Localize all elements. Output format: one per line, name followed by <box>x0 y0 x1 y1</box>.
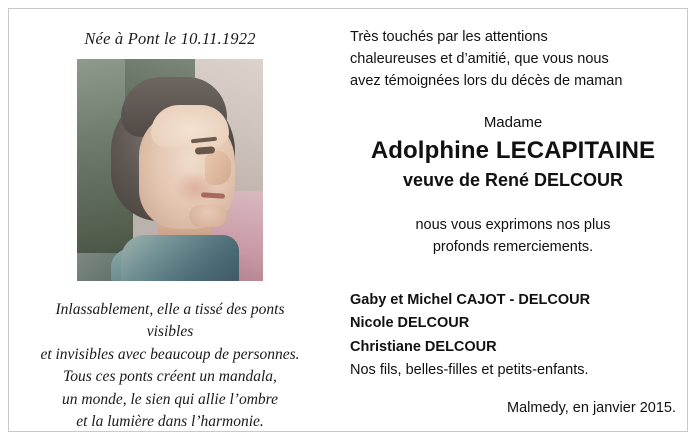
portrait-photo <box>77 59 263 281</box>
family-list <box>350 289 676 383</box>
right-column <box>320 20 676 420</box>
photo-nose <box>205 151 231 185</box>
list-item: Christiane DELCOUR <box>350 338 497 355</box>
thanks-line: profonds remerciements. <box>432 238 594 255</box>
intro-line: avez témoignées lors du décès de maman <box>350 73 623 90</box>
list-item: Gaby et Michel CAJOT - DELCOUR <box>350 291 591 308</box>
widow-of-line: veuve de René DELCOUR <box>402 170 624 191</box>
photo-forehead <box>151 105 229 147</box>
poem-line: et invisibles avec beaucoup de personnes. <box>40 345 300 363</box>
honorific-label: Madame <box>483 114 543 132</box>
intro-line: Très touchés par les attentions <box>350 29 548 45</box>
photo-chin <box>189 205 227 227</box>
intro-line: chaleureuses et d’amitié, que vous nous <box>350 51 609 68</box>
photo-eye <box>195 146 215 154</box>
photo-scarf <box>121 235 239 281</box>
poem-text <box>34 299 306 434</box>
place-and-date: Malmedy, en janvier 2015. <box>507 400 676 416</box>
intro-paragraph <box>350 26 676 92</box>
poem-line: et la lumière dans l’harmonie. <box>76 413 264 431</box>
poem-line: un monde, le sien qui allie l’ombre <box>62 390 278 408</box>
deceased-name: Adolphine LECAPITAINE <box>370 137 656 165</box>
list-item: Nicole DELCOUR <box>350 315 470 332</box>
list-item: Nos fils, belles-filles et petits-enfants. <box>350 362 589 379</box>
thanks-line: nous vous exprimons nos plus <box>415 217 611 234</box>
birth-date-line: Née à Pont le 10.11.1922 <box>84 29 256 48</box>
poem-line: Tous ces ponts créent un mandala, <box>63 368 277 386</box>
thanks-paragraph <box>350 215 676 259</box>
poem-line: Inlassablement, elle a tissé des ponts visibles <box>55 301 285 341</box>
left-column <box>20 20 320 431</box>
card-content <box>20 20 676 431</box>
